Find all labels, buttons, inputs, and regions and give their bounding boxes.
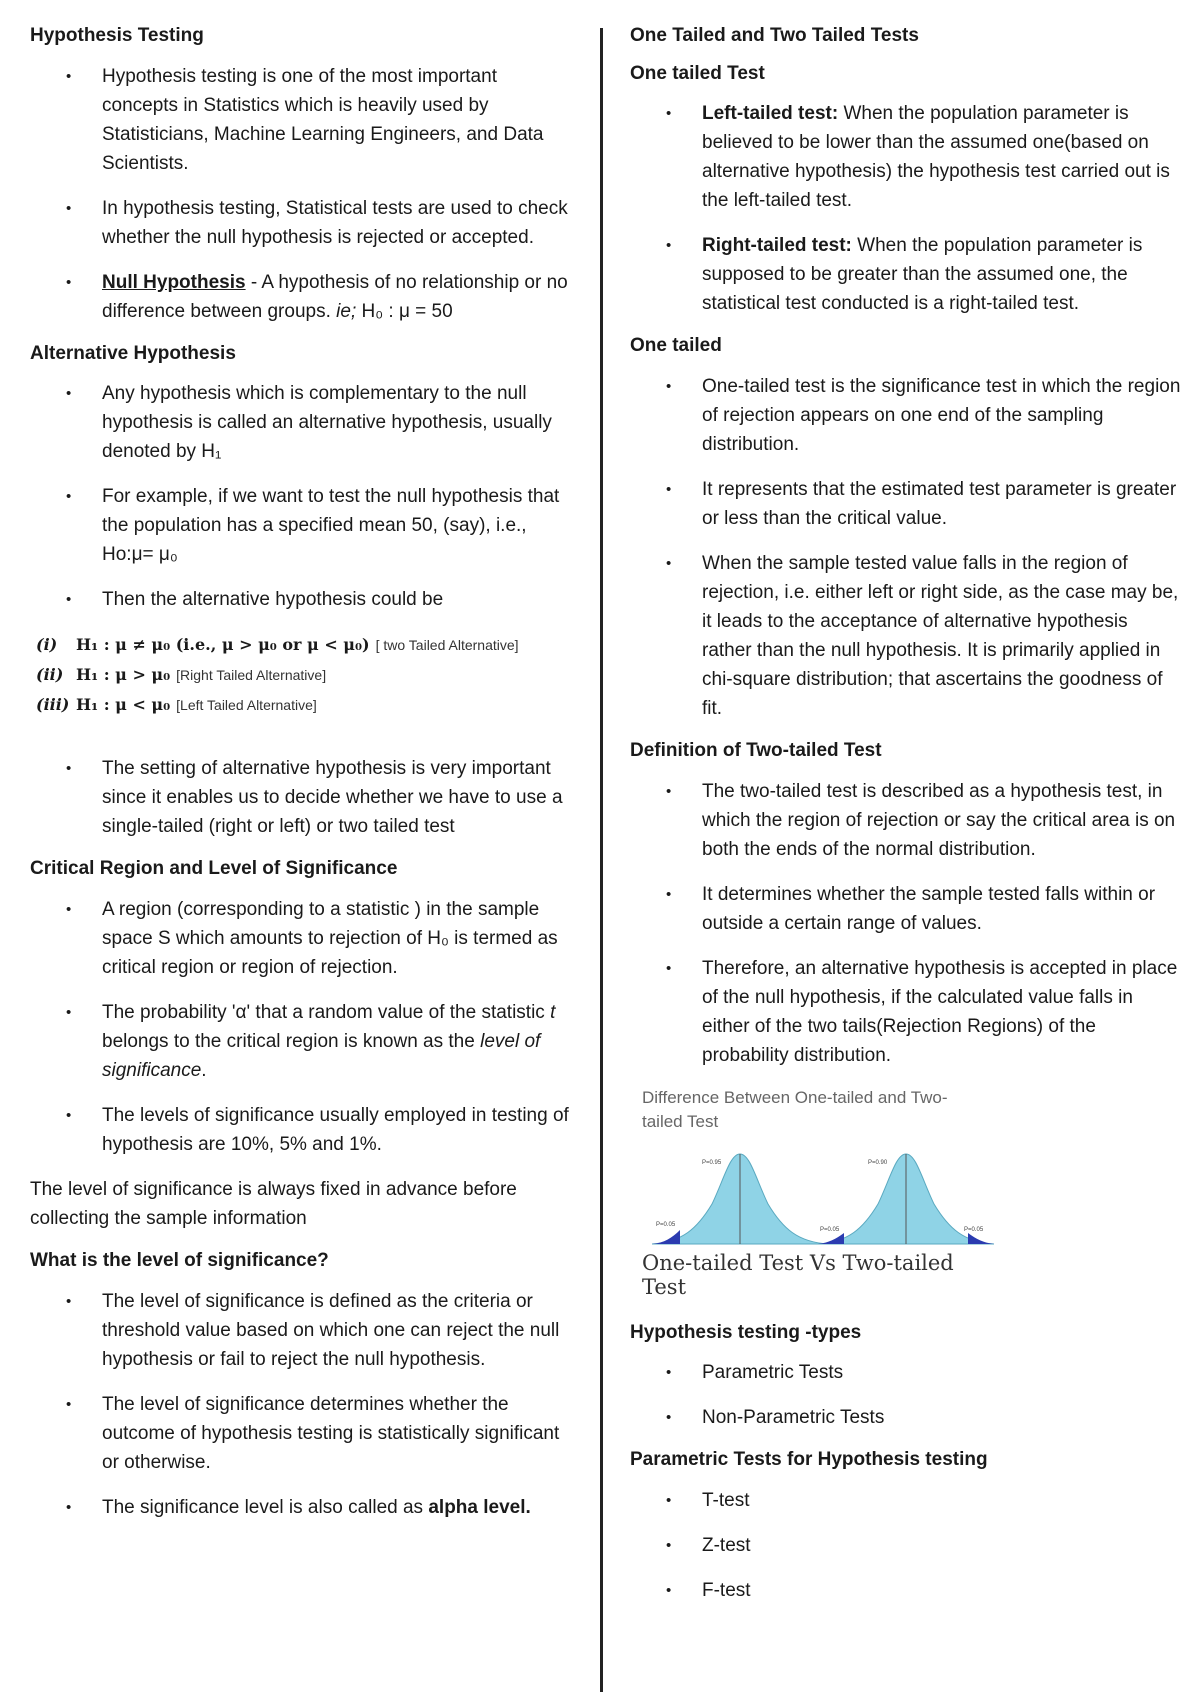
tailed-test-figure <box>642 1086 1002 1299</box>
null-hypothesis-item <box>30 268 570 326</box>
tail-types-list <box>630 99 1182 318</box>
list-item: • F-test <box>630 1576 1182 1605</box>
heading-one-tailed-test: One tailed Test <box>630 62 765 84</box>
alpha-bold: alpha level. <box>428 1496 531 1518</box>
list-item: • It represents that the estimated test parameter is greater or less than the critical value. <box>630 475 1182 533</box>
label-p95: P=0.95 <box>702 1159 722 1166</box>
heading-testing-types: Hypothesis testing -types <box>630 1321 862 1343</box>
formula-tag: [Left Tailed Alternative] <box>176 697 317 714</box>
formula-tag: [Right Tailed Alternative] <box>176 667 327 684</box>
heading-one-tailed: One tailed <box>630 335 722 357</box>
heading-two-tailed-definition: Definition of Two-tailed Test <box>630 740 882 762</box>
formula-tag: [ two Tailed Alternative] <box>375 637 519 654</box>
formula-expression: H₁ : μ > μ₀ <box>76 665 171 685</box>
heading-one-two-tailed: One Tailed and Two Tailed Tests <box>630 25 919 46</box>
figure-title: Difference Between One-tailed and Two-tailed Test <box>642 1087 948 1131</box>
heading-critical-region: Critical Region and Level of Significance <box>30 858 398 880</box>
null-hypothesis-text: - A hypothesis of no relationship or no difference between groups. <box>102 271 568 322</box>
right-column <box>630 24 1182 1621</box>
formula-number: (iii) <box>36 695 70 715</box>
list-item: • A region (corresponding to a statistic ) in the sample space S which amounts to rejection of H₀ is termed as critical region or region of rejection. <box>30 895 570 982</box>
label-p05-left: P=0.05 <box>656 1221 676 1228</box>
alpha-text: The significance level is also called as <box>102 1496 429 1518</box>
heading-hypothesis-testing: Hypothesis Testing <box>30 25 204 46</box>
prob-end: . <box>201 1060 207 1082</box>
right-tailed-item <box>630 231 1182 318</box>
list-item: • Then the alternative hypothesis could be <box>30 585 570 614</box>
level-list <box>30 1287 570 1522</box>
formula-number: (ii) <box>36 665 64 685</box>
list-item: • In hypothesis testing, Statistical tests are used to check whether the null hypothesis is rejected or accepted. <box>30 194 570 252</box>
heading-parametric-tests: Parametric Tests for Hypothesis testing <box>630 1449 988 1471</box>
alternative-list <box>30 379 570 614</box>
prob-emphasis: level of significance <box>102 1031 541 1082</box>
critical-region-list <box>30 895 570 1159</box>
left-tailed-lead: Left-tailed test: <box>702 103 839 125</box>
label-p05-two-left: P=0.05 <box>820 1226 840 1233</box>
heading-what-is-level: What is the level of significance? <box>30 1250 329 1272</box>
prob-text-mid: belongs to the critical region is known as the <box>102 1031 481 1053</box>
column-divider <box>600 28 603 1692</box>
list-item: • When the sample tested value falls in the region of rejection, i.e. either left or right side, as the case may be, it leads to the acceptance of alternative hypothesis rather than the null hypothesis. It is primarily applied in chi-square distribution; that ascertains the goodness of fit. <box>630 549 1182 723</box>
null-formula: H₀ : μ = 50 <box>356 300 453 322</box>
one-tailed-left-tail <box>652 1230 680 1244</box>
list-item: • For example, if we want to test the null hypothesis that the population has a specified mean 50, (say), i.e., Ho:μ= μ₀ <box>30 482 570 569</box>
list-item: • One-tailed test is the significance test in which the region of rejection appears on one end of the sampling distribution. <box>630 372 1182 459</box>
prob-t: t <box>550 1002 556 1024</box>
fixed-in-advance-text: The level of significance is always fixed in advance before collecting the sample information <box>30 1179 517 1230</box>
formula-row <box>36 660 570 690</box>
parametric-tests-list <box>630 1486 1182 1605</box>
two-tailed-list <box>630 777 1182 1070</box>
null-hypothesis-label: Null Hypothesis <box>102 271 246 293</box>
prob-text: The probability 'α' that a random value of the statistic <box>102 1002 551 1024</box>
list-item: • Any hypothesis which is complementary to the null hypothesis is called an alternative hypothesis, usually denoted by H₁ <box>30 379 570 466</box>
alternative-setting-list <box>30 754 570 841</box>
list-item: • The two-tailed test is described as a hypothesis test, in which the region of rejection or say the critical area is on both the ends of the normal distribution. <box>630 777 1182 864</box>
formula-expression: H₁ : μ ≠ μ₀ (i.e., μ > μ₀ or μ < μ₀) <box>76 635 370 655</box>
null-ie: ie; <box>336 300 357 322</box>
formula-expression: H₁ : μ < μ₀ <box>76 695 171 715</box>
list-item: • T-test <box>630 1486 1182 1515</box>
list-item: • Parametric Tests <box>630 1358 1182 1387</box>
list-item: • The level of significance is defined as the criteria or threshold value based on which one can reject the null hypothesis or fail to reject the null hypothesis. <box>30 1287 570 1374</box>
list-item: • Z-test <box>630 1531 1182 1560</box>
two-tailed-left-tail <box>818 1233 844 1244</box>
right-tailed-lead: Right-tailed test: <box>702 235 852 257</box>
alternative-formulas <box>36 630 570 720</box>
one-tailed-list <box>630 372 1182 723</box>
label-p05-two-right: P=0.05 <box>964 1226 984 1233</box>
list-item: • The levels of significance usually employed in testing of hypothesis are 10%, 5% and 1%. <box>30 1101 570 1159</box>
list-item: • It determines whether the sample tested falls within or outside a certain range of values. <box>630 880 1182 938</box>
list-item: • Hypothesis testing is one of the most important concepts in Statistics which is heavily used by Statisticians, Machine Learning Engineers, and Data Scientists. <box>30 62 570 178</box>
two-tailed-right-tail <box>968 1233 994 1244</box>
label-p90: P=0.90 <box>868 1159 888 1166</box>
formula-number: (i) <box>36 635 58 655</box>
formula-row <box>36 630 570 660</box>
right-tailed-text: When the population parameter is supposed to be greater than the assumed one, the statistical test conducted is a right-tailed test. <box>702 235 1143 315</box>
types-list <box>630 1358 1182 1432</box>
left-column <box>30 24 570 1538</box>
heading-alternative-hypothesis: Alternative Hypothesis <box>30 342 236 364</box>
formula-row <box>36 690 570 720</box>
left-tailed-item <box>630 99 1182 215</box>
probability-item <box>30 998 570 1085</box>
figure-caption: One-tailed Test Vs Two-tailed Test <box>642 1250 954 1299</box>
distribution-curves-illustration <box>642 1134 1002 1250</box>
list-item: • Therefore, an alternative hypothesis is accepted in place of the null hypothesis, if the calculated value falls in either of the two tails(Rejection Regions) of the probability distribution. <box>630 954 1182 1070</box>
list-item: • Non-Parametric Tests <box>630 1403 1182 1432</box>
list-item: • The level of significance determines whether the outcome of hypothesis testing is statistically significant or otherwise. <box>30 1390 570 1477</box>
alpha-item <box>30 1493 570 1522</box>
list-item: • The setting of alternative hypothesis is very important since it enables us to decide whether we have to use a single-tailed (right or left) or two tailed test <box>30 754 570 841</box>
hypothesis-list <box>30 62 570 326</box>
left-tailed-text: When the population parameter is believed to be lower than the assumed one(based on alternative hypothesis) the hypothesis test carried out is the left-tailed test. <box>702 103 1170 212</box>
